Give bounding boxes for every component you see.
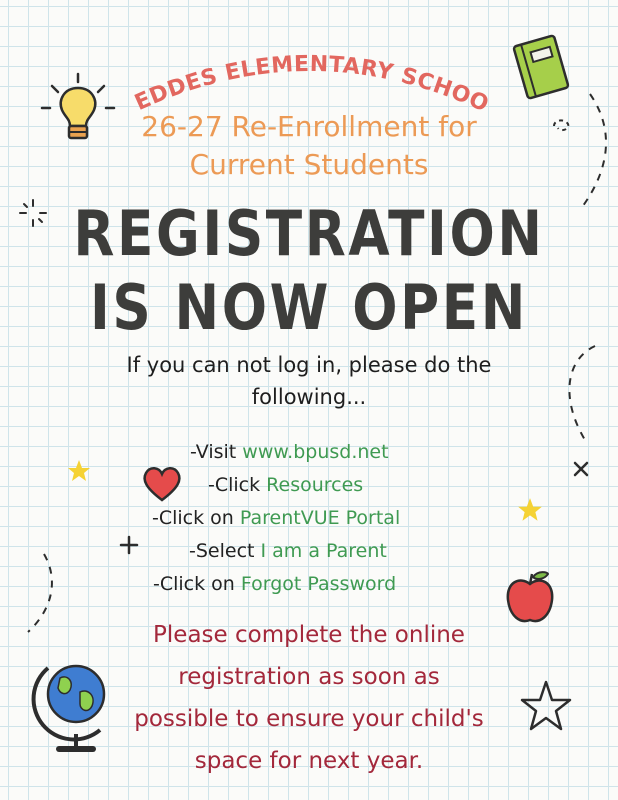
- closing-line-1: Please complete the online: [153, 622, 465, 648]
- star-icon: [516, 496, 544, 524]
- school-name-text: GEDDES ELEMENTARY SCHOOL: [100, 19, 493, 118]
- parentvue-portal-link: ParentVUE Portal: [239, 507, 401, 529]
- star-icon: [66, 458, 92, 484]
- subtitle-line-1: 26-27 Re-Enrollment for: [141, 110, 477, 143]
- step-select-parent: [189, 535, 387, 568]
- closing-line-3: possible to ensure your child's: [134, 706, 484, 732]
- headline-line-1: REGISTRATION: [73, 197, 545, 270]
- step-prefix: -Click: [208, 474, 267, 496]
- step-visit-website: [190, 436, 389, 469]
- step-forgot-password: [153, 568, 396, 601]
- step-prefix: -Click on: [153, 573, 241, 595]
- resources-link: Resources: [266, 474, 364, 496]
- headline-line-2: IS NOW OPEN: [90, 271, 528, 344]
- step-prefix: -Click on: [152, 507, 240, 529]
- school-name: [100, 19, 510, 118]
- step-prefix: -Visit: [190, 441, 243, 463]
- heart-icon: [140, 462, 184, 504]
- step-click-parentvue: [152, 502, 400, 535]
- closing-line-2: registration as soon as: [178, 664, 440, 690]
- i-am-a-parent-link: I am a Parent: [260, 540, 387, 562]
- step-prefix: -Select: [189, 540, 261, 562]
- forgot-password-link: Forgot Password: [240, 573, 397, 595]
- website-link[interactable]: www.bpusd.net: [242, 441, 389, 463]
- plus-icon: [118, 534, 140, 556]
- step-click-resources: [208, 469, 363, 502]
- subtitle-line-2: Current Students: [189, 148, 429, 181]
- instructions-line-1: If you can not log in, please do the: [126, 353, 492, 377]
- plus-icon: [570, 458, 592, 480]
- closing-line-4: space for next year.: [194, 748, 424, 774]
- svg-text:GEDDES ELEMENTARY SCHOOL: [101, 19, 493, 118]
- instructions-line-2: following...: [251, 385, 367, 409]
